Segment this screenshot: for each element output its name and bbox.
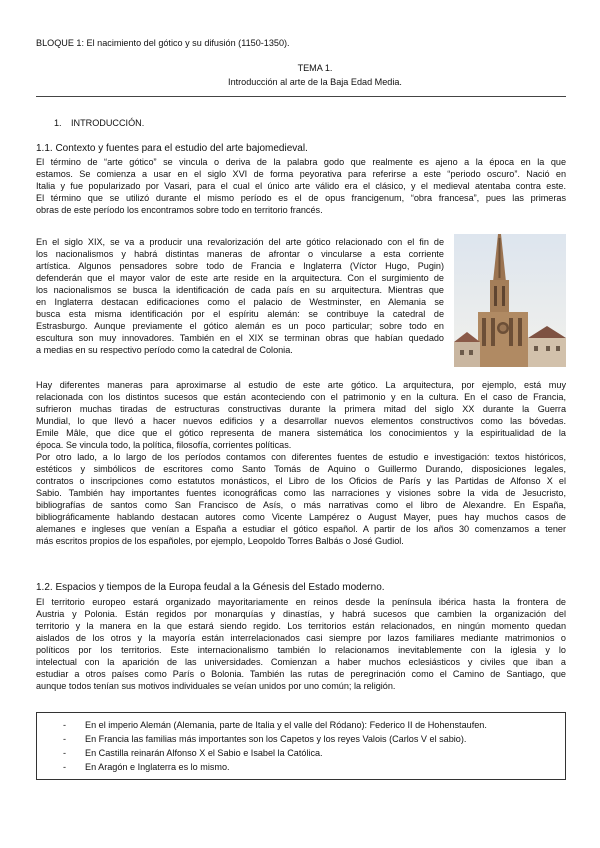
text-line: contratos o inscripciones como estatutos monásticos, el Libro de los Oficios de París y las Partidas de Alfonso X el [36, 476, 566, 486]
text-line: El término que se utilizó durante el mismo período es el de opus francigenum, “obra francesa”, pues las primeras [36, 193, 566, 203]
text-line: bibliografías de santos como San Francisco de Asís, o más narrativas como el libro de Alexandre. En España, [36, 500, 566, 510]
section-title: INTRODUCCIÓN. [71, 118, 145, 128]
text-line: en Inglaterra destacan edificaciones como el palacio de Westminster, en Alemania se [36, 297, 444, 307]
text-line: estamos. Se comienza a usar en el siglo XVI de forma peyorativa para referirse a este “periodo oscuro”. Nació en [36, 169, 566, 179]
tema-title: Introducción al arte de la Baja Edad Media. [228, 77, 402, 87]
text-line: sufrieron muchas tiradas de estructuras constructivas durante la primera mitad del siglo XX durante la Guerra [36, 404, 566, 414]
bullet-dash: - [63, 748, 67, 758]
list-item: En Aragón e Inglaterra es lo mismo. [85, 762, 230, 772]
dynasties-box [36, 712, 566, 780]
block-title: BLOQUE 1: El nacimiento del gótico y su difusión (1150-1350). [36, 38, 290, 48]
text-line: relacionada con los distintos sucesos que están aconteciendo con el patrimonio y en la cultura. En el caso de Francia, [36, 392, 566, 402]
text-line: busca esta misma identificación por el espíritu alemán: se contribuye la catedral de [36, 309, 444, 319]
text-line: escultura son muy innovadores. También en el XIX se terminan obras que habían quedado [36, 333, 444, 343]
text-line: Austria y Polonia. Están regidos por monarquías y dinastías, y habrá sucesos que cambien la organización del [36, 609, 566, 619]
section-number: 1. [54, 118, 62, 128]
text-line: obras de este período los encontramos sobre todo en territorio francés. [36, 205, 323, 215]
text-line: Por otro lado, a lo largo de los períodos contamos con diferentes fuentes de estudio e investigación: textos históricos, [36, 452, 566, 462]
header-divider [36, 96, 566, 97]
text-line: época. Se vincula todo, la política, filosofía, corrientes políticas. [36, 440, 292, 450]
cathedral-photo [454, 234, 566, 367]
paragraph-approaches [36, 379, 566, 451]
paragraph-sources [36, 451, 566, 547]
text-line: En el siglo XIX, se va a producir una revalorización del arte gótico relacionado con el fin de [36, 237, 444, 247]
text-line: más escritos propios de los españoles, por ejemplo, Leopoldo Torres Balbás o José Gudiol. [36, 536, 404, 546]
paragraph-territory [36, 596, 566, 692]
text-line: aunque todos tenían sus motivos individuales se veían unidos por uno común; la religión. [36, 681, 396, 691]
text-line: aislados de los otros y la mayoría están interrelacionados casi siempre por lazos familiares mediante matrimonios o [36, 633, 566, 643]
list-item: En Francia las familias más importantes son los Capetos y los reyes Valois (Carlos V el sabio). [85, 734, 467, 744]
text-line: bibliográficamente hablando destacan autores como Vicente Lampérez o August Mayer, pues hay muchos casos de [36, 512, 566, 522]
tema-number: TEMA 1. [297, 63, 333, 73]
text-line: Hay diferentes maneras para aproximarse al estudio de este arte gótico. La arquitectura, por ejemplo, está muy [36, 380, 566, 390]
text-line: territorio y la manera en la que estará siendo regido. Los territorios están relacionados, en ningún momento quedan [36, 621, 566, 631]
list-item: En Castilla reinarán Alfonso X el Sabio e Isabel la Católica. [85, 748, 323, 758]
text-line: los nacionalismos y habrá distintas maneras de afrontar o vincularse a esta corriente [36, 249, 444, 259]
paragraph-nineteenth-century [36, 236, 444, 356]
paragraph-origin [36, 156, 566, 216]
text-line: alemanes e ingleses que venían a España a estudiar el gótico español. A partir de los años 30 comenzamos a tener [36, 524, 566, 534]
text-line: políticos por los territorios. Este internacionalismo también lo relacionamos inevitablemente con la iglesia y lo [36, 645, 566, 655]
bullet-dash: - [63, 734, 67, 744]
subsection-title: 1.2. Espacios y tiempos de la Europa feudal a la Génesis del Estado moderno. [36, 582, 385, 593]
text-line: estudiar a otros países como París o Bolonia. También las rutas de peregrinación como el Camino de Santiago, que [36, 669, 566, 679]
list-item: En el imperio Alemán (Alemania, parte de Italia y el valle del Ródano): Federico II de Hohenstaufen. [85, 720, 487, 730]
text-line: defenderán que el mayor valor de este arte reside en la arquitectura. Con el surgimiento de [36, 273, 444, 283]
text-line: El término de “arte gótico” se vincula o deriva de la palabra godo que realmente es ajeno a la época en la que [36, 157, 566, 167]
text-line: Estrasburgo. Aunque previamente el gótico alemán es un poco particular; sobre todo en [36, 321, 444, 331]
text-line: Mundial, lo que llevó a hacer nuevos edificios y a desarrollar nuevos elementos constructivos como las bóvedas. [36, 416, 566, 426]
text-line: artística. Algunos pensadores sobre todo de Francia e Inglaterra (Víctor Hugo, Pugin) [36, 261, 444, 271]
bullet-dash: - [63, 762, 67, 772]
text-line: los nacionalismos se busca la identificación de cada país en su arquitectura. Mientras que [36, 285, 444, 295]
text-line: Emile Mâle, que dice que el gótico representa de manera sistemática los conocimientos y la espiritualidad de la [36, 428, 566, 438]
text-line: El territorio europeo estará organizado mayoritariamente en reinos desde la península ibérica hasta la frontera de [36, 597, 566, 607]
text-line: intelectual con la aparición de las universidades. Comienzan a haber muchos eclesiásticos y civiles que iban a [36, 657, 566, 667]
subsection-title: 1.1. Contexto y fuentes para el estudio del arte bajomedieval. [36, 143, 308, 154]
text-line: Sabio. También hay importantes fuentes iconográficas como las narraciones y visiones sobre la vida de Jesucristo, [36, 488, 566, 498]
bullet-dash: - [63, 720, 67, 730]
text-line: Italia y fue popularizado por Vasari, para el cual el único arte válido era el clásico, y el medieval atentaba contra este. [36, 181, 566, 191]
text-line: a medias en su respectivo período como la catedral de Colonia. [36, 345, 293, 355]
text-line: estéticos y simbólicos de escritores como Santo Tomás de Aquino o Guillermo Durando, disposiciones legales, [36, 464, 566, 474]
